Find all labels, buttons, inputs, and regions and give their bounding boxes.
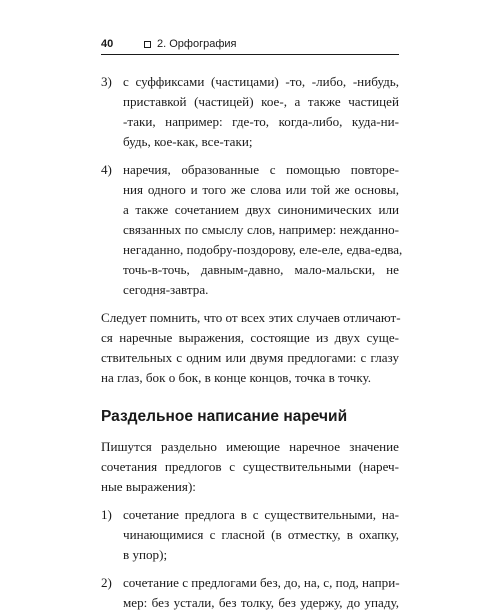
text-line: сочетание с предлогами без, до, на, с, под, напри- xyxy=(123,575,400,590)
text-line: в упор); xyxy=(123,547,168,562)
text-line: ные выражения): xyxy=(101,479,196,494)
text-line: сочетания предлогов с существительными (нареч- xyxy=(101,459,399,474)
text-line: будь, кое-как, все-таки; xyxy=(123,134,253,149)
list-item-1 xyxy=(101,505,399,565)
text-line: чинающимися с гласной (в отместку, в охапку, xyxy=(123,527,399,542)
list-item-2 xyxy=(101,573,399,613)
paragraph-set-phrases xyxy=(101,308,399,388)
page-number: 40 xyxy=(101,38,114,50)
text-line: негаданно, подобру-поздорову, еле-еле, едва-едва, xyxy=(123,242,403,257)
text-line: -таки, например: где-то, когда-либо, куда-ни- xyxy=(123,114,399,129)
text-line: с суффиксами (частицами) -то, -либо, -нибудь, xyxy=(123,74,399,89)
text-line: ся наречные выражения, состоящие из двух суще- xyxy=(101,330,399,345)
list-marker: 1) xyxy=(101,507,112,522)
text-line: на глаз, бок о бок, в конце концов, точка в точку. xyxy=(101,370,372,385)
text-line: сочетание предлога в с существительными, на- xyxy=(123,507,399,522)
paragraph-separate-writing xyxy=(101,437,399,497)
text-line: ния одного и того же слова или той же основы, xyxy=(123,182,399,197)
text-line: сегодня-завтра. xyxy=(123,282,209,297)
square-bullet-icon xyxy=(144,41,151,48)
text-line: наречия, образованные с помощью повторе- xyxy=(123,162,399,177)
text-line: точь-в-точь, давным-давно, мало-мальски, не xyxy=(123,262,399,277)
text-line: связанных по смыслу слов, например: нежданно- xyxy=(123,222,399,237)
text-line: Следует помнить, что от всех этих случаев отличают- xyxy=(101,310,401,325)
text-line: а также сочетанием двух синонимических или xyxy=(123,202,399,217)
list-item-4 xyxy=(101,160,403,300)
text-line: Пишутся раздельно имеющие наречное значение xyxy=(101,439,399,454)
list-marker: 2) xyxy=(101,575,112,590)
list-marker: 4) xyxy=(101,162,112,177)
chapter-title: 2. Орфография xyxy=(157,38,237,50)
list-marker: 3) xyxy=(101,74,112,89)
text-line: ствительных с одним или двумя предлогами: с глазу xyxy=(101,350,399,365)
list-item-3 xyxy=(101,72,399,152)
section-heading: Раздельное написание наречий xyxy=(101,408,348,425)
page-body xyxy=(101,72,403,613)
text-line: приставкой (частицей) кое-, а также частицей xyxy=(123,94,399,109)
text-line: мер: без устали, без толку, без удержу, до упаду, xyxy=(123,595,399,610)
header-rule xyxy=(101,54,399,55)
